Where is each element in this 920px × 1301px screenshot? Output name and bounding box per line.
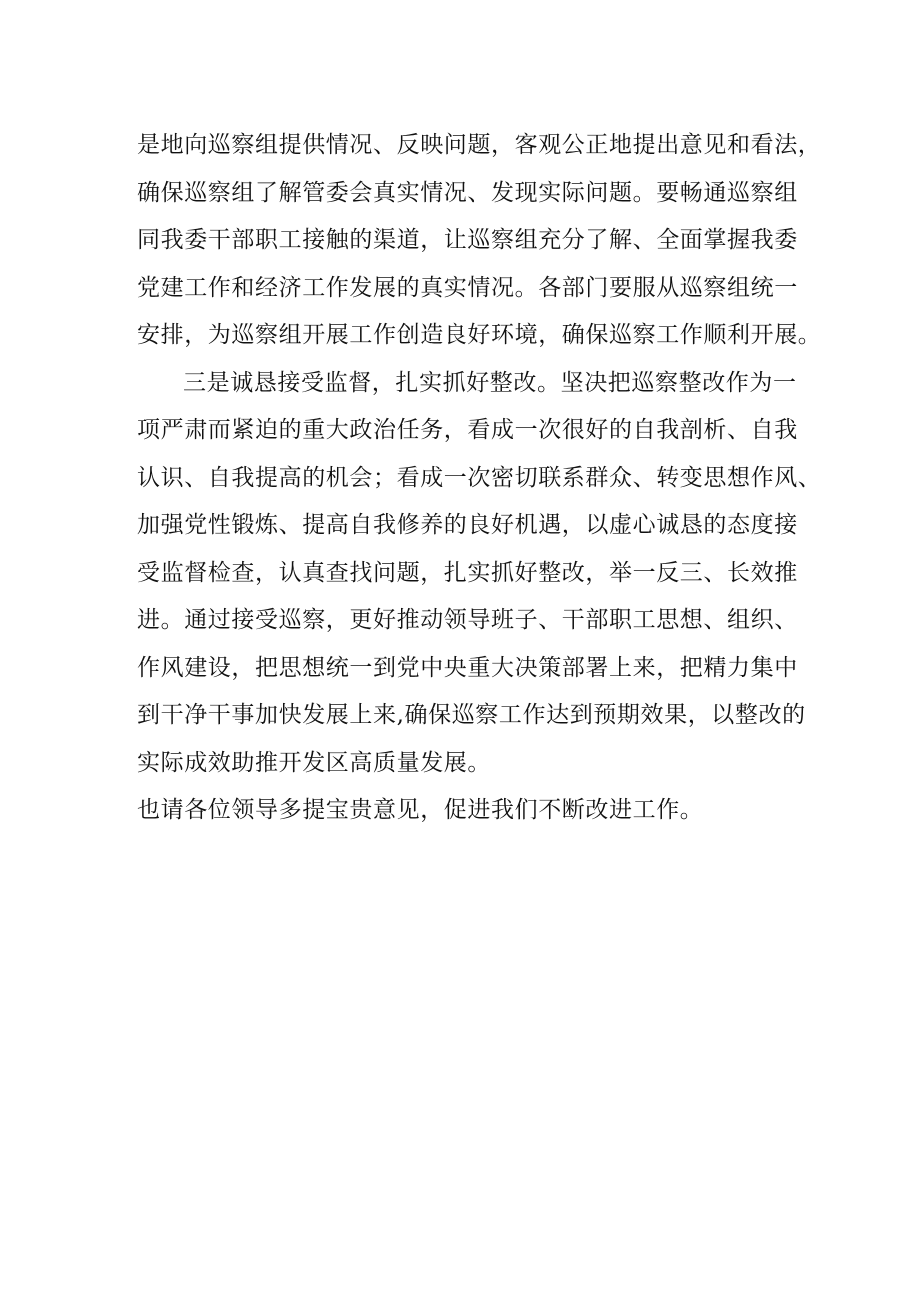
text-line: 是地向巡察组提供情况、反映问题，客观公正地提出意见和看法， [137,132,822,158]
text-line: 作风建设，把思想统一到党中央重大决策部署上来，把精力集中 [137,654,798,681]
text-line: 确保巡察组了解管委会真实情况、发现实际问题。要畅通巡察组 [137,179,798,206]
text-line: 到干净干事加快发展上来,确保巡察工作达到预期效果，以整改的 [137,702,806,728]
text-line: 实际成效助推开发区高质量发展。 [137,749,491,776]
paragraph-continuation [137,122,822,360]
text-line: 加强党性锻炼、提高自我修养的良好机遇，以虚心诚恳的态度接 [137,512,798,538]
closing-paragraph [137,787,802,835]
closing-line: 也请各位领导多提宝贵意见，促进我们不断改进工作。 [137,797,704,823]
text-line: 认识、自我提高的机会；看成一次密切联系群众、转变思想作风、 [137,464,822,491]
text-line: 项严肃而紧迫的重大政治任务，看成一次很好的自我剖析、自我 [137,417,798,443]
text-line: 党建工作和经济工作发展的真实情况。各部门要服从巡察组统一 [137,274,798,301]
text-line-first-indented: 三是诚恳接受监督，扎实抓好整改。坚决把巡察整改作为一 [183,369,797,396]
text-line: 安排，为巡察组开展工作创造良好环境，确保巡察工作顺利开展。 [137,322,822,348]
text-line: 同我委干部职工接触的渠道，让巡察组充分了解、全面掌握我委 [137,227,798,253]
paragraph-supervision [137,360,822,788]
text-line: 受监督检查，认真查找问题，扎实抓好整改，举一反三、长效推 [137,559,798,586]
document-body [137,122,822,835]
text-line: 进。通过接受巡察，更好推动领导班子、干部职工思想、组织、 [137,607,798,633]
